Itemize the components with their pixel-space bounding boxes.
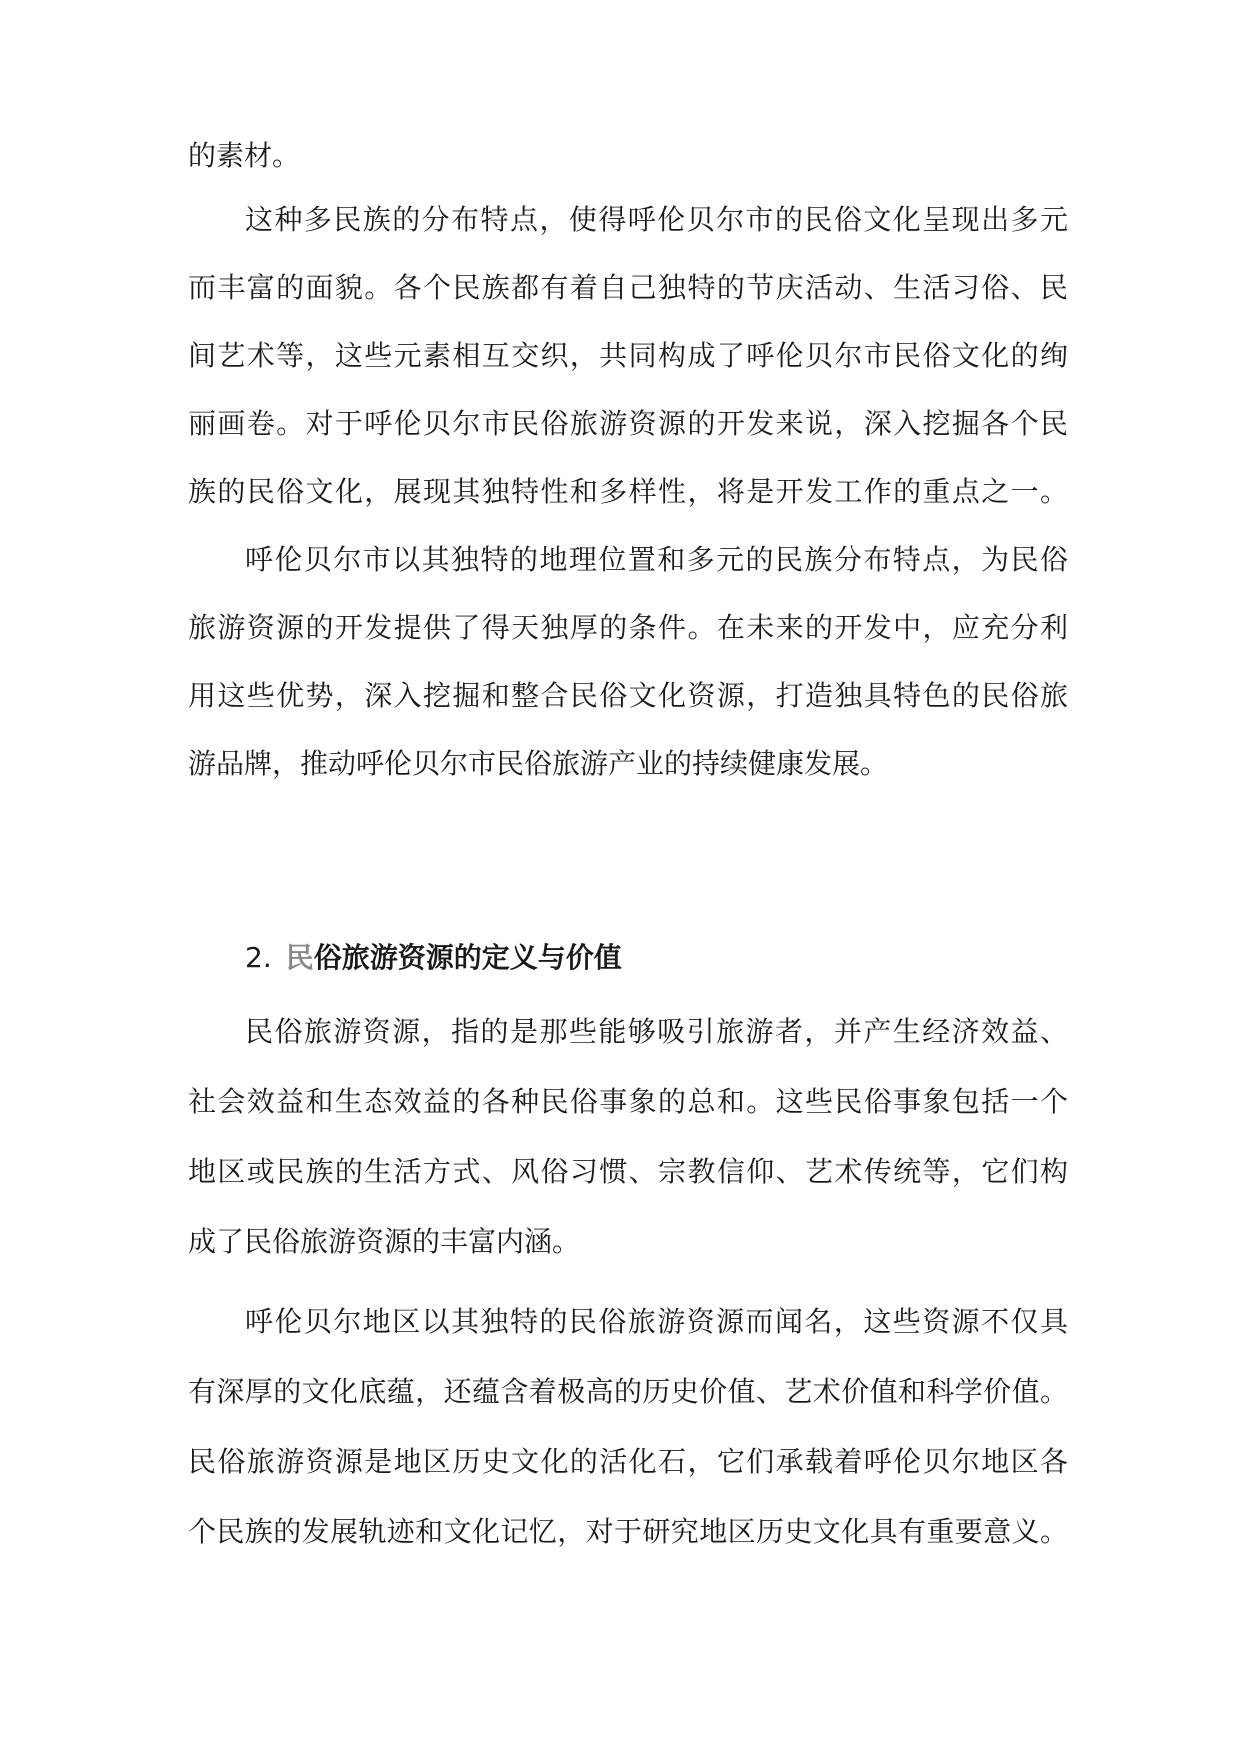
paragraph-line: 而丰富的面貌。各个民族都有着自己独特的节庆活动、生活习俗、民 — [188, 271, 1068, 304]
paragraph-line: 个民族的发展轨迹和文化记忆，对于研究地区历史文化具有重要意义。 — [188, 1515, 1068, 1548]
paragraph-line: 呼伦贝尔市以其独特的地理位置和多元的民族分布特点，为民俗 — [245, 543, 1068, 576]
paragraph-line: 呼伦贝尔地区以其独特的民俗旅游资源而闻名，这些资源不仅具 — [245, 1305, 1068, 1338]
paragraph-line: 有深厚的文化底蕴，还蕴含着极高的历史价值、艺术价值和科学价值。 — [188, 1375, 1068, 1408]
paragraph-line: 地区或民族的生活方式、风俗习惯、宗教信仰、艺术传统等，它们构 — [188, 1155, 1068, 1188]
paragraph-line: 民俗旅游资源，指的是那些能够吸引旅游者，并产生经济效益、 — [245, 1015, 1068, 1048]
paragraph-line: 旅游资源的开发提供了得天独厚的条件。在未来的开发中，应充分利 — [188, 611, 1068, 644]
section-heading-text: 俗旅游资源的定义与价值 — [313, 941, 622, 974]
paragraph-line: 这种多民族的分布特点，使得呼伦贝尔市的民俗文化呈现出多元 — [245, 203, 1068, 236]
paragraph-line: 丽画卷。对于呼伦贝尔市民俗旅游资源的开发来说，深入挖掘各个民 — [188, 407, 1068, 440]
paragraph-line: 间艺术等，这些元素相互交织，共同构成了呼伦贝尔市民俗文化的绚 — [188, 339, 1068, 372]
paragraph-line: 的素材。 — [188, 139, 301, 172]
paragraph-line: 社会效益和生态效益的各种民俗事象的总和。这些民俗事象包括一个 — [188, 1085, 1068, 1118]
section-heading-first-char: 民 — [285, 941, 314, 974]
paragraph-line: 族的民俗文化，展现其独特性和多样性，将是开发工作的重点之一。 — [188, 475, 1068, 508]
paragraph-line: 游品牌，推动呼伦贝尔市民俗旅游产业的持续健康发展。 — [188, 747, 889, 780]
paragraph-line: 用这些优势，深入挖掘和整合民俗文化资源，打造独具特色的民俗旅 — [188, 679, 1068, 712]
section-number: 2. — [245, 941, 272, 974]
section-heading — [245, 936, 622, 980]
paragraph-line: 民俗旅游资源是地区历史文化的活化石，它们承载着呼伦贝尔地区各 — [188, 1445, 1068, 1478]
paragraph-line: 成了民俗旅游资源的丰富内涵。 — [188, 1225, 581, 1258]
